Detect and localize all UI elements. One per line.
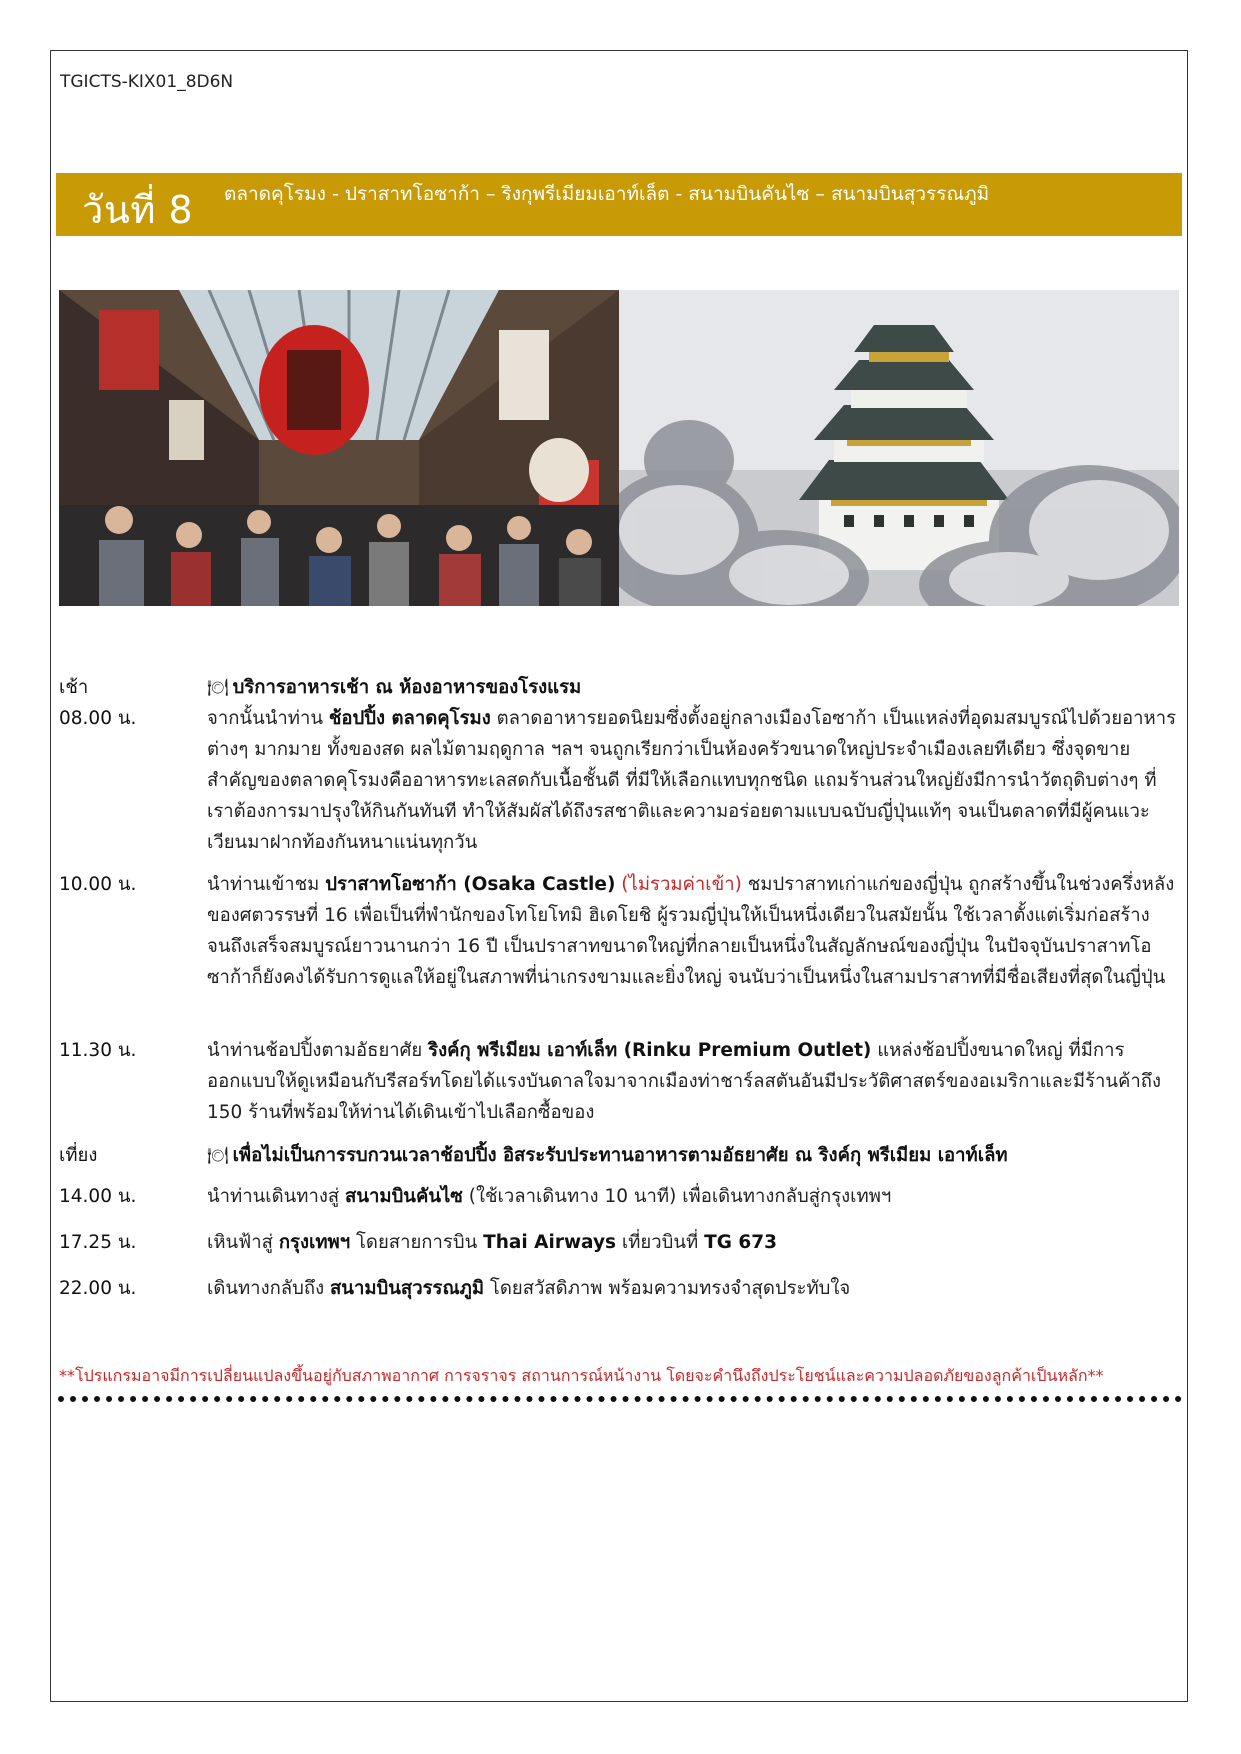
kuromon-market-photo bbox=[59, 290, 619, 606]
day-label: วันที่ 8 bbox=[82, 188, 194, 232]
schedule-text: เพื่อไม่เป็นการรบกวนเวลาช้อปปิ้ง อิสระรับประทานอาหารตามอัธยาศัย ณ ริงค์กุ พรีเมียม เอาท์เล็ท bbox=[232, 1145, 1008, 1166]
schedule-description: เดินทางกลับถึง สนามบินสุวรรณภูมิ โดยสวัสดิภาพ พร้อมความทรงจำสุดประทับใจ bbox=[207, 1278, 851, 1299]
schedule-row-lunch bbox=[59, 1140, 1179, 1171]
place-suvarnabhumi: สนามบินสุวรรณภูมิ bbox=[330, 1278, 485, 1299]
tour-code: TGICTS-KIX01_8D6N bbox=[60, 72, 234, 92]
entry-fee-note: (ไม่รวมค่าเข้า) bbox=[621, 874, 742, 895]
place-kuromon: ช้อปปิ้ง ตลาดคุโรมง bbox=[328, 708, 491, 729]
meal-icon: 🍽 bbox=[207, 678, 229, 698]
schedule-time: 08.00 น. bbox=[59, 708, 137, 729]
day-route: ตลาดคุโรมง - ปราสาทโอซาก้า – ริงกุพรีเมียมเอาท์เล็ต - สนามบินคันไซ – สนามบินสุวรรณภูมิ bbox=[224, 183, 990, 205]
osaka-castle-photo bbox=[619, 290, 1179, 606]
schedule-time: 17.25 น. bbox=[59, 1232, 137, 1253]
dotted-divider bbox=[58, 1396, 1182, 1402]
schedule-text: บริการอาหารเช้า ณ ห้องอาหารของโรงแรม bbox=[232, 677, 582, 698]
schedule-description: เหินฟ้าสู่ กรุงเทพฯ โดยสายการบิน Thai Airways เที่ยวบินที่ TG 673 bbox=[207, 1232, 777, 1253]
schedule-row-1000 bbox=[59, 869, 1179, 1024]
schedule-time: เช้า bbox=[59, 677, 89, 698]
schedule-time: 11.30 น. bbox=[59, 1040, 137, 1061]
place-kansai-airport: สนามบินคันไซ bbox=[345, 1186, 463, 1207]
schedule-row-1400 bbox=[59, 1181, 1179, 1212]
schedule-time: เที่ยง bbox=[59, 1145, 98, 1166]
schedule-description: นำท่านช้อปปิ้งตามอัธยาศัย ริงค์กุ พรีเมียม เอาท์เล็ท (Rinku Premium Outlet) แหล่งช้อปปิ้งขนาดใหญ่ ที่มีการออกแบบให้ดูเหมือนกับรีสอร์ทโดยได้แรงบันดาลใจมาจากเมืองท่าชาร์ลสตันอันมีประวัติศาสตร์ของอเมริกาและมีร้านค้าถึง 150 ร้านที่พร้อมให้ท่านได้เดินเข้าไปเลือกซื้อของ bbox=[207, 1040, 1162, 1123]
schedule-row-1130 bbox=[59, 1035, 1179, 1128]
place-osaka-castle: ปราสาทโอซาก้า (Osaka Castle) bbox=[325, 874, 616, 895]
schedule-row-2200 bbox=[59, 1273, 1179, 1304]
schedule-time: 10.00 น. bbox=[59, 874, 137, 895]
schedule-row-breakfast bbox=[59, 672, 1179, 703]
schedule-row-1725 bbox=[59, 1227, 1179, 1258]
flight-number: TG 673 bbox=[704, 1232, 777, 1253]
schedule-time: 14.00 น. bbox=[59, 1186, 137, 1207]
schedule-time: 22.00 น. bbox=[59, 1278, 137, 1299]
place-rinku-outlet: ริงค์กุ พรีเมียม เอาท์เล็ท (Rinku Premium Outlet) bbox=[428, 1040, 872, 1061]
schedule-description: นำท่านเดินทางสู่ สนามบินคันไซ (ใช้เวลาเดินทาง 10 นาที) เพื่อเดินทางกลับสู่กรุงเทพฯ bbox=[207, 1186, 892, 1207]
program-change-note: **โปรแกรมอาจมีการเปลี่ยนแปลงขึ้นอยู่กับสภาพอากาศ การจราจร สถานการณ์หน้างาน โดยจะคำนึงถึงประโยชน์และความปลอดภัยของลูกค้าเป็นหลัก** bbox=[59, 1366, 1104, 1385]
meal-icon: 🍽 bbox=[207, 1146, 229, 1166]
airline-name: Thai Airways bbox=[483, 1232, 617, 1253]
place-bangkok: กรุงเทพฯ bbox=[278, 1232, 351, 1253]
schedule-row-0800 bbox=[59, 703, 1179, 858]
schedule-description: นำท่านเข้าชม ปราสาทโอซาก้า (Osaka Castle) (ไม่รวมค่าเข้า) ชมปราสาทเก่าแก่ของญี่ปุ่น ถูกสร้างขึ้นในช่วงครึ่งหลังของศตวรรษที่ 16 เพื่อเป็นที่พำนักของโทโยโทมิ ฮิเดโยชิ ผู้รวมญี่ปุ่นให้เป็นหนึ่งเดียวในสมัยนั้น ใช้เวลาตั้งแต่เริ่มก่อสร้างจนถึงเสร็จสมบูรณ์ยาวนานกว่า 16 ปี เป็นปราสาทขนาดใหญ่ที่กลายเป็นหนึ่งในสัญลักษณ์ของญี่ปุ่น ในปัจจุบันปราสาทโอซาก้าก็ยังคงได้รับการดูแลให้อยู่ในสภาพที่น่าเกรงขามและยิ่งใหญ่ จนนับว่าเป็นหนึ่งในสามปราสาทที่มีชื่อเสียงที่สุดในญี่ปุ่น bbox=[207, 874, 1175, 988]
day-header-bar bbox=[56, 173, 1182, 236]
schedule-description: จากนั้นนำท่าน ช้อปปิ้ง ตลาดคุโรมง ตลาดอาหารยอดนิยมซึ่งตั้งอยู่กลางเมืองโอซาก้า เป็นแหล่งที่อุดมสมบูรณ์ไปด้วยอาหารต่างๆ มากมาย ทั้งของสด ผลไม้ตามฤดูกาล ฯลฯ จนถูกเรียกว่าเป็นห้องครัวขนาดใหญ่ประจำเมืองเลยทีเดียว ซึ่งจุดขายสำคัญของตลาดคุโรมงคืออาหารทะเลสดกับเนื้อชั้นดี ที่มีให้เลือกแทบทุกชนิด แถมร้านส่วนใหญ่ยังมีการนำวัตถุดิบต่างๆ ที่เราต้องการมาปรุงให้กินกันทันที ทำให้สัมผัสได้ถึงรสชาติและความอร่อยตามแบบฉบับญี่ปุ่นแท้ๆ จนเป็นตลาดที่มีผู้คนแวะเวียนมาฝากท้องกันหนาแน่นทุกวัน bbox=[207, 708, 1177, 853]
